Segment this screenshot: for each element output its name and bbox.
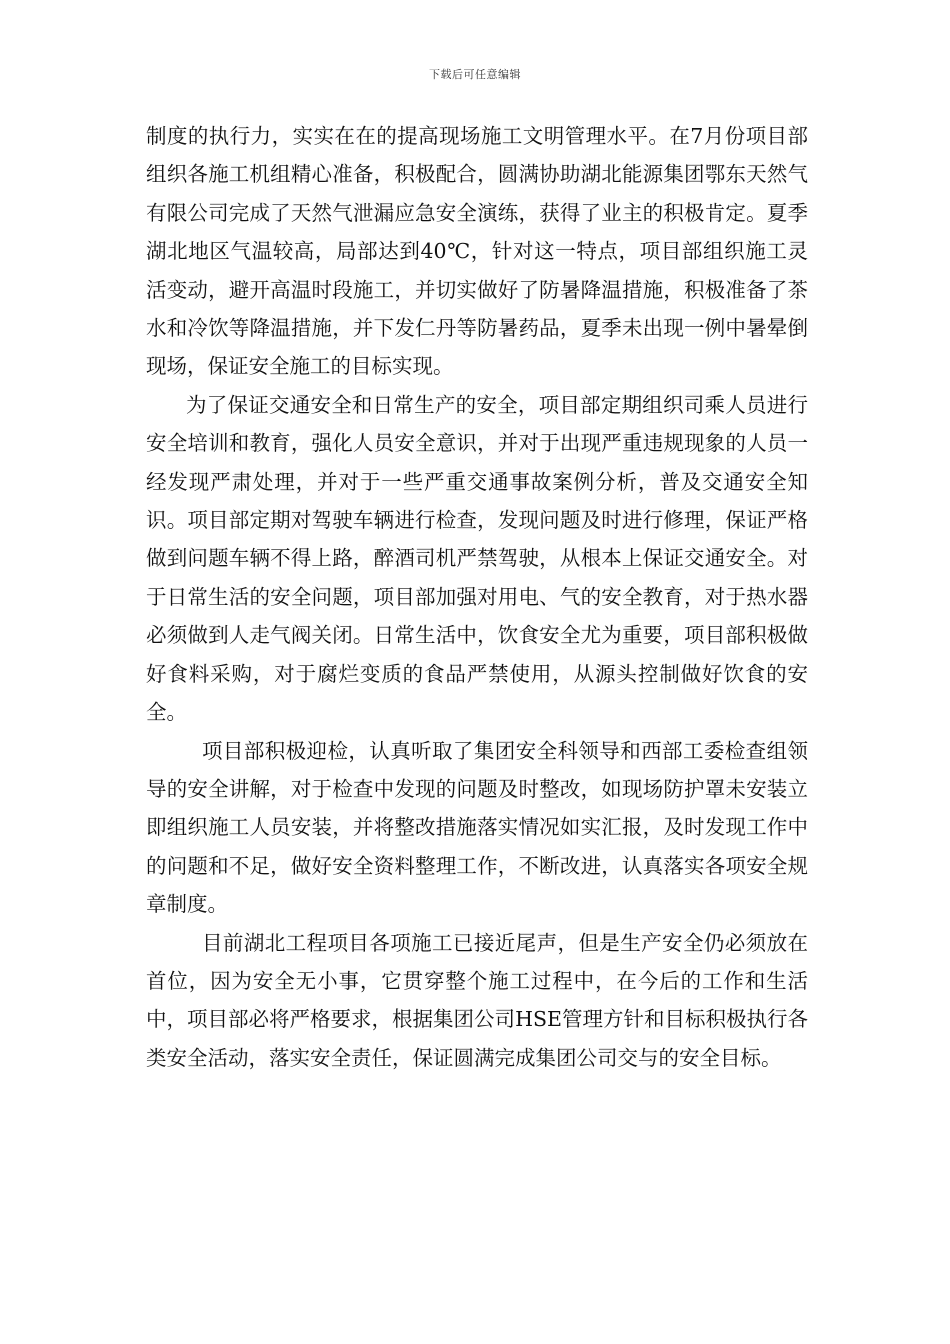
page-header-note: 下载后可任意编辑 [429,68,521,81]
paragraph-2: 为了保证交通安全和日常生产的安全，项目部定期组织司乘人员进行安全培训和教育，强化人员安全意识，并对于出现严重违规现象的人员一经发现严肃处理，并对于一些严重交通事故案例分析，普及交通安全知识。项目部定期对驾驶车辆进行检查，发现问题及时进行修理，保证严格做到问题车辆不得上路，醉酒司机严禁驾驶，从根本上保证交通安全。对于日常生活的安全问题，项目部加强对用电、气的安全教育，对于热水器必须做到人走气阀关闭。日常生活中，饮食安全尤为重要，项目部积极做好食料采购，对于腐烂变质的食品严禁使用，从源头控制做好饮食的安全。 [146,392,808,725]
paragraph-4: 目前湖北工程项目各项施工已接近尾声，但是生产安全仍必须放在首位，因为安全无小事，它贯穿整个施工过程中，在今后的工作和生活中，项目部必将严格要求，根据集团公司HSE管理方针和目标积极执行各类安全活动，落实安全责任，保证圆满完成集团公司交与的安全目标。 [146,930,808,1070]
paragraph-1: 制度的执行力，实实在在的提高现场施工文明管理水平。在7月份项目部组织各施工机组精心准备，积极配合，圆满协助湖北能源集团鄂东天然气有限公司完成了天然气泄漏应急安全演练，获得了业主的积极肯定。夏季湖北地区气温较高，局部达到40℃，针对这一特点，项目部组织施工灵活变动，避开高温时段施工，并切实做好了防暑降温措施，积极准备了茶水和冷饮等降温措施，并下发仁丹等防暑药品，夏季未出现一例中暑晕倒现场，保证安全施工的目标实现。 [146,124,808,379]
document-body [146,117,808,1077]
paragraph-3: 项目部积极迎检，认真听取了集团安全科领导和西部工委检查组领导的安全讲解，对于检查中发现的问题及时整改，如现场防护罩未安装立即组织施工人员安装，并将整改措施落实情况如实汇报，及时发现工作中的问题和不足，做好安全资料整理工作，不断改进，认真落实各项安全规章制度。 [146,738,808,917]
